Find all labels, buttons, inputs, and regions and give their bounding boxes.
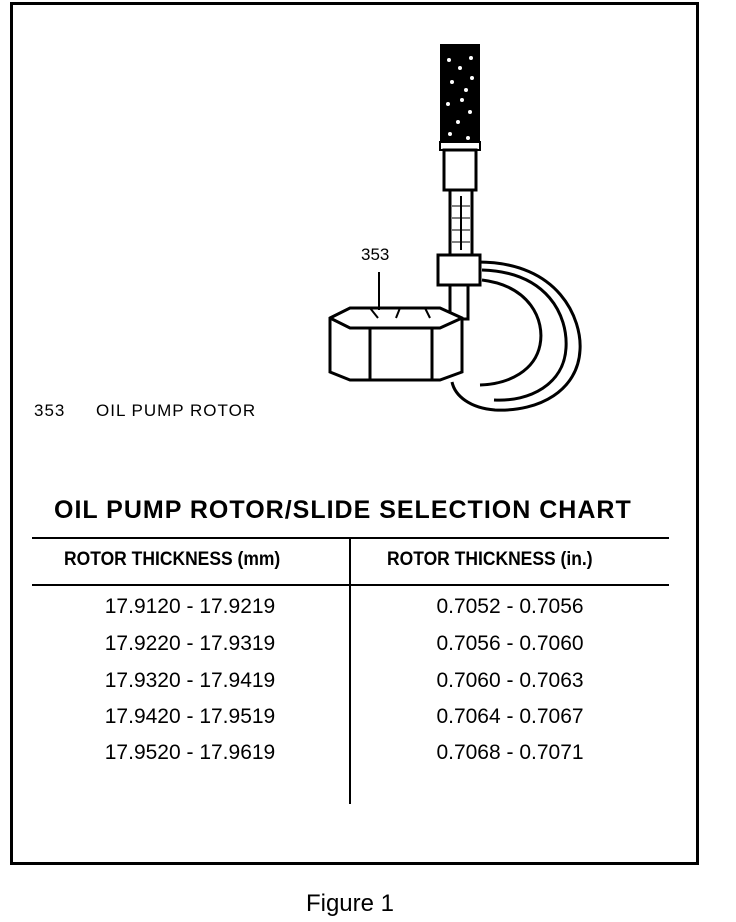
legend-number: 353	[34, 401, 66, 420]
table-cell-mm: 17.9420 - 17.9519	[104, 705, 276, 728]
table-cell-in: 0.7060 - 0.7063	[436, 669, 584, 692]
micrometer-sleeve	[444, 150, 476, 256]
table-cell-mm: 17.9520 - 17.9619	[104, 741, 276, 764]
column-header-mm: ROTOR THICKNESS (mm)	[64, 549, 281, 570]
table-cell-in: 0.7064 - 0.7067	[436, 705, 584, 728]
table-cell-in: 0.7068 - 0.7071	[436, 741, 584, 764]
table-cell-mm: 17.9120 - 17.9219	[104, 595, 276, 618]
legend-label: OIL PUMP ROTOR	[96, 401, 257, 420]
part-legend	[34, 401, 256, 421]
oil-pump-rotor	[330, 308, 462, 380]
table-cell-mm: 17.9220 - 17.9319	[104, 632, 276, 655]
micrometer-thimble	[440, 44, 480, 150]
chart-title: OIL PUMP ROTOR/SLIDE SELECTION CHART	[54, 496, 632, 524]
micrometer-measuring-rotor-illustration	[300, 30, 600, 420]
table-cell-mm: 17.9320 - 17.9419	[104, 669, 276, 692]
table-cell-in: 0.7056 - 0.7060	[436, 632, 584, 655]
figure-caption: Figure 1	[305, 890, 395, 917]
rotor-callout-number: 353	[361, 245, 390, 264]
table-cell-in: 0.7052 - 0.7056	[436, 595, 584, 618]
column-header-in: ROTOR THICKNESS (in.)	[387, 549, 593, 570]
table-column-divider	[349, 538, 351, 804]
